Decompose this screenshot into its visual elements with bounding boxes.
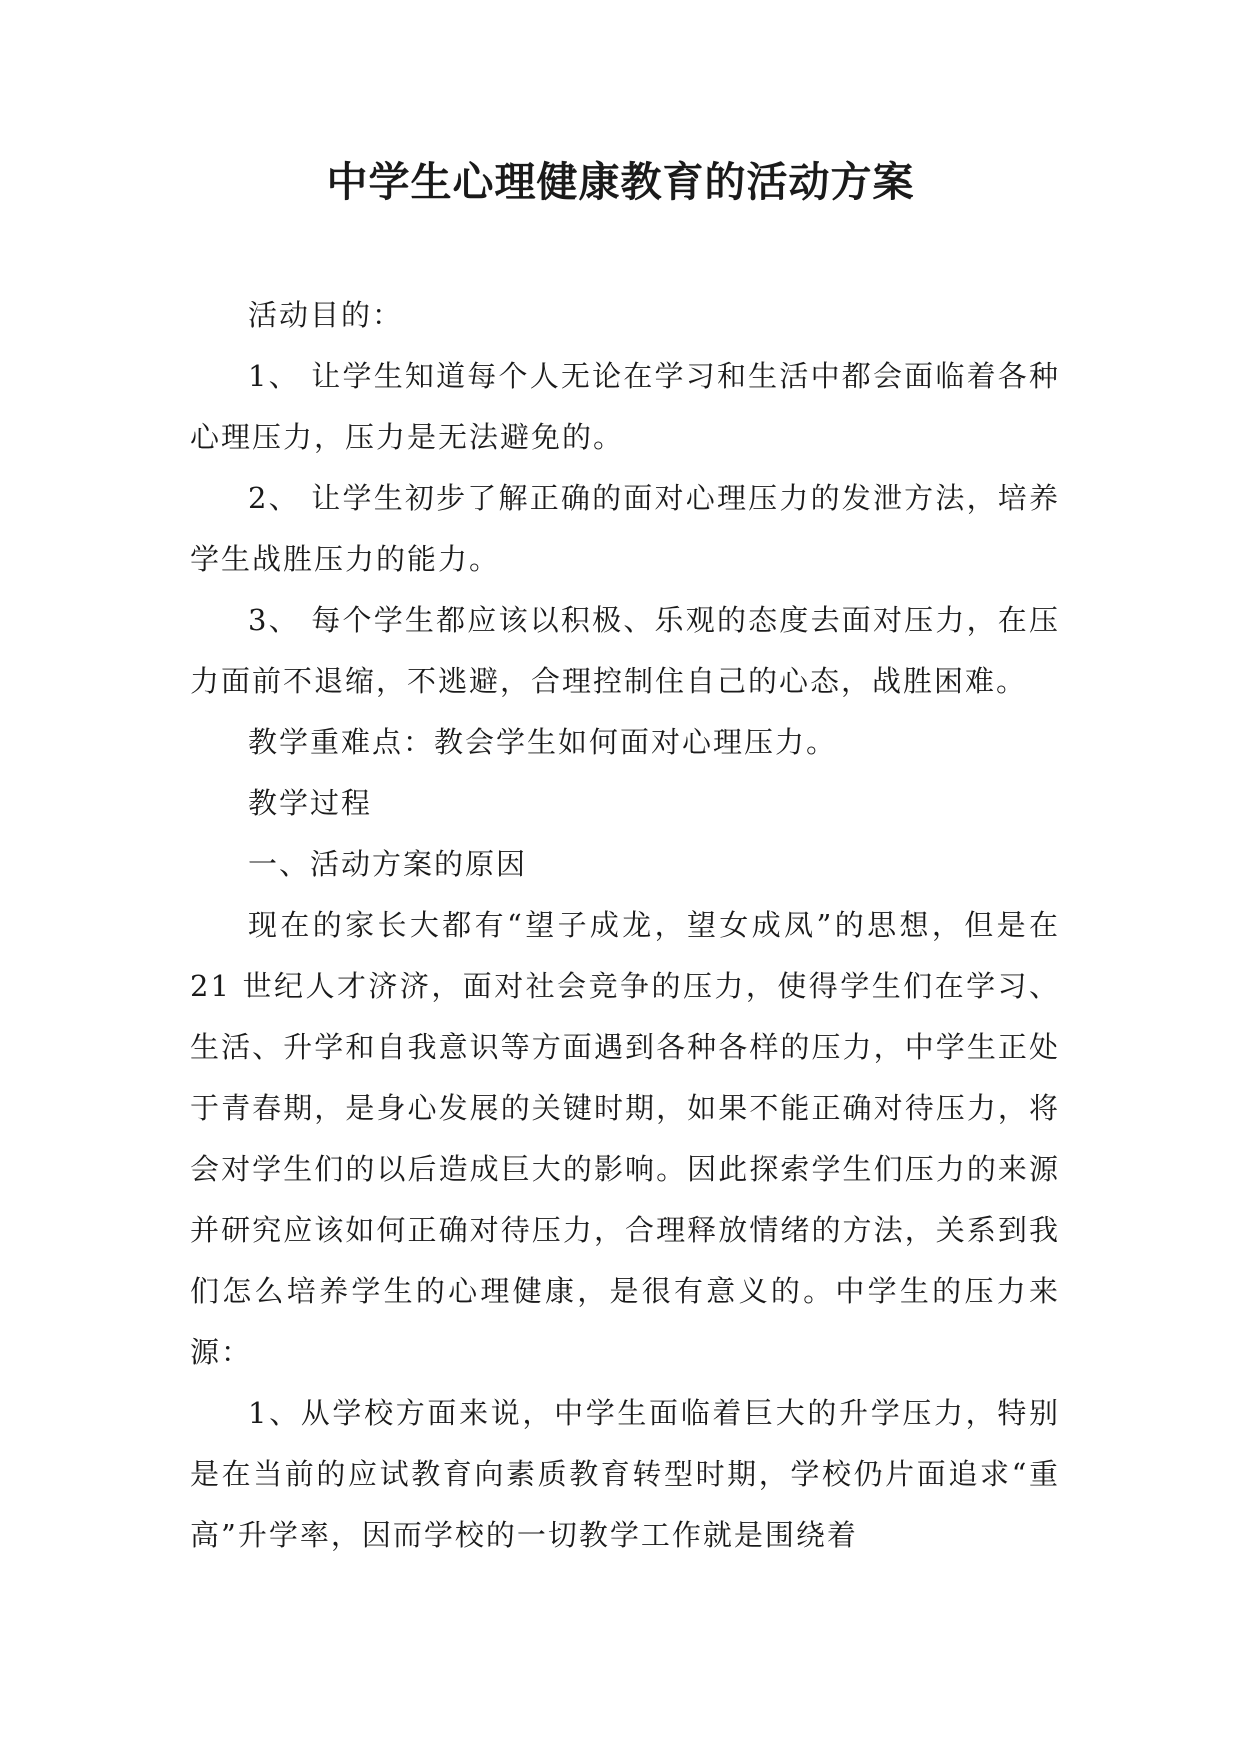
paragraph-background: 现在的家长大都有“望子成龙，望女成凤”的思想，但是在 21 世纪人才济济，面对社会竞争的压力，使得学生们在学习、生活、升学和自我意识等方面遇到各种各样的压力，中学生正处于青春期，是身心发展的关键时期，如果不能正确对待压力，将会对学生们的以后造成巨大的影响。因此探索学生们压力的来源并研究应该如何正确对待压力，合理释放情绪的方法，关系到我们怎么培养学生的心理健康，是很有意义的。中学生的压力来源： [190, 908, 1060, 1369]
document-title: 中学生心理健康教育的活动方案 [326, 158, 915, 206]
paragraph-pressure-source-1: 1、从学校方面来说，中学生面临着巨大的升学压力，特别是在当前的应试教育向素质教育转型时期，学校仍片面追求“重高”升学率，因而学校的一切教学工作就是围绕着 [190, 1396, 1060, 1552]
paragraph-teaching-process-heading: 教学过程 [248, 786, 373, 820]
document-body [190, 285, 1060, 1566]
paragraph-section-one-heading: 一、活动方案的原因 [248, 847, 528, 881]
paragraph-key-points: 教学重难点：教会学生如何面对心理压力。 [248, 725, 838, 759]
paragraph-goal-1: 1、 让学生知道每个人无论在学习和生活中都会面临着各种心理压力，压力是无法避免的。 [190, 359, 1060, 454]
paragraph-goal-3: 3、 每个学生都应该以积极、乐观的态度去面对压力，在压力面前不退缩，不逃避，合理控制住自己的心态，战胜困难。 [190, 603, 1060, 698]
paragraph-activity-goal-heading: 活动目的： [248, 298, 404, 332]
paragraph-goal-2: 2、 让学生初步了解正确的面对心理压力的发泄方法，培养学生战胜压力的能力。 [190, 481, 1060, 576]
